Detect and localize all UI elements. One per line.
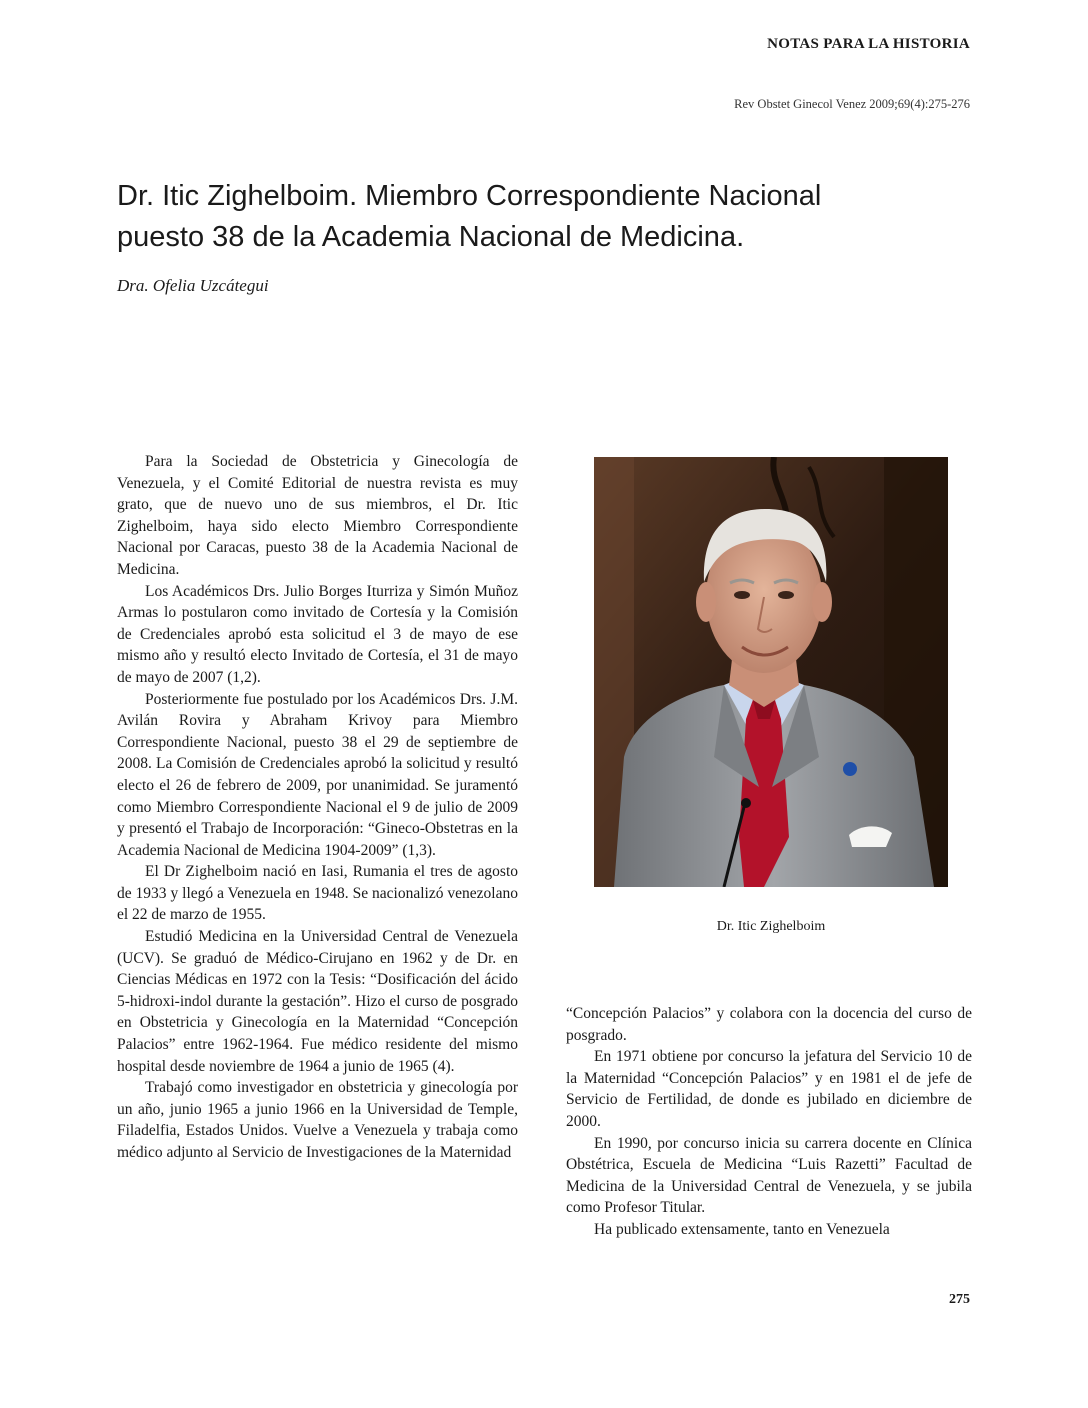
section-label: NOTAS PARA LA HISTORIA [767, 36, 970, 52]
paragraph: Estudió Medicina en la Universidad Central de Venezuela (UCV). Se graduó de Médico-Cirujano en 1962 y de Dr. en Ciencias Médicas en 1972 con la Tesis: “Dosificación del ácido 5-hidroxi-indol durante la gestación”. Hizo el curso de posgrado en Obstetricia y Ginecología en la Maternidad “Concepción Palacios” entre 1962-1964. Fue médico residente del mismo hospital desde noviembre de 1964 a junio de 1965 (4). [117, 928, 518, 1075]
author-name: Dra. Ofelia Uzcátegui [117, 276, 269, 295]
paragraph: Los Académicos Drs. Julio Borges Iturriza y Simón Muñoz Armas lo postularon como invitado de Cortesía y la Comisión de Credenciales aprobó esta solicitud el 3 de mayo de ese mismo año y resultó electo Invitado de Cortesía, el 31 de mayo de mayo de 2007 (1,2). [117, 582, 518, 686]
paragraph: Posteriormente fue postulado por los Académicos Drs. J.M. Avilán Rovira y Abraham Krivoy para Miembro Correspondiente Nacional, puesto 38 el 29 de septiembre de 2008. La Comisión de Credenciales aprobó la solicitud y resultó electo el 26 de febrero de 2009, por unanimidad. Se juramentó como Miembro Correspondiente Nacional el 9 de julio de 2009 y presentó el Trabajo de Incorporación: “Gineco-Obstetras en la Academia Nacional de Medicina 1904-2009” (1,3). [117, 690, 518, 859]
title-line-2: puesto 38 de la Academia Nacional de Medicina. [117, 221, 745, 253]
article-title [117, 176, 967, 258]
paragraph: En 1990, por concurso inicia su carrera docente en Clínica Obstétrica, Escuela de Medicina “Luis Razetti” Facultad de Medicina de la Universidad Central de Venezuela, y se jubila como Profesor Titular. [566, 1134, 972, 1217]
figure-caption: Dr. Itic Zighelboim [716, 919, 826, 934]
paragraph: El Dr Zighelboim nació en Iasi, Rumania el tres de agosto de 1933 y llegó a Venezuela en 1948. Se nacionalizó venezolano el 22 de marzo de 1955. [117, 863, 518, 924]
body-column-right [566, 1003, 972, 1241]
paragraph: Trabajó como investigador en obstetricia y ginecología por un año, junio 1965 a junio 1966 en la Universidad de Temple, Filadelfia, Estados Unidos. Vuelve a Venezuela y trabaja como médico adjunto al Servicio de Investigaciones de la Maternidad [117, 1079, 518, 1161]
title-line-1: Dr. Itic Zighelboim. Miembro Correspondiente Nacional [117, 180, 822, 212]
paragraph: “Concepción Palacios” y colabora con la docencia del curso de posgrado. [566, 1005, 972, 1044]
body-column-left [117, 451, 518, 1164]
citation: Rev Obstet Ginecol Venez 2009;69(4):275-276 [734, 97, 970, 111]
page-number: 275 [949, 1292, 970, 1307]
portrait-photo [594, 457, 948, 887]
paragraph: Para la Sociedad de Obstetricia y Ginecología de Venezuela, y el Comité Editorial de nuestra revista es muy grato, que de nuevo uno de sus miembros, el Dr. Itic Zighelboim, haya sido electo Miembro Correspondiente Nacional por Caracas, puesto 38 de la Academia Nacional de Medicina. [117, 453, 518, 578]
paragraph: En 1971 obtiene por concurso la jefatura del Servicio 10 de la Maternidad “Concepción Palacios” y en 1981 el de jefe de Servicio de Fertilidad, de donde es jubilado en diciembre de 2000. [566, 1048, 972, 1130]
paragraph: Ha publicado extensamente, tanto en Venezuela [594, 1220, 890, 1238]
